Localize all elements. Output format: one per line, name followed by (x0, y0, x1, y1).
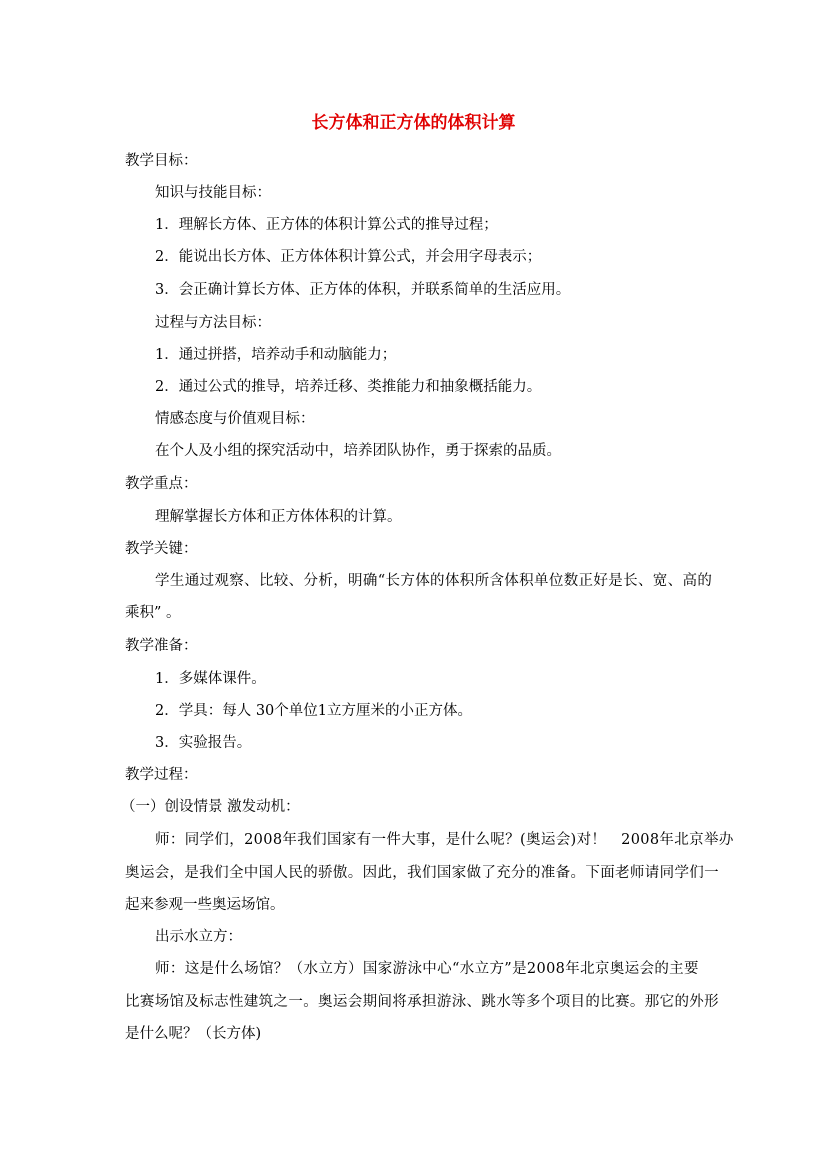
list-item: 2．通过公式的推导，培养迁移、类推能力和抽象概括能力。 (155, 379, 542, 395)
list-item: 1．多媒体课件。 (155, 671, 266, 687)
subheading-attitude-values: 情感态度与价值观目标： (155, 411, 315, 427)
subheading-knowledge-skills: 知识与技能目标： (155, 185, 271, 201)
paragraph-line: 理解掌握长方体和正方体体积的计算。 (155, 509, 402, 525)
list-item: 1．理解长方体、正方体的体积计算公式的推导过程； (155, 217, 498, 233)
paragraph-line: 师：同学们，2008年我们国家有一件大事，是什么呢？(奥运会)对！ 2008年北京举办 (155, 832, 734, 848)
heading-preparation: 教学准备： (125, 638, 198, 654)
list-item: 3．实验报告。 (155, 735, 252, 751)
paragraph-line: 出示水立方： (155, 929, 242, 945)
paragraph-line: 是什么呢？（长方体) (125, 1026, 262, 1042)
list-item: 2．学具：每人 30个单位1立方厘米的小正方体。 (155, 703, 473, 719)
heading-teaching-key: 教学关键： (125, 541, 198, 557)
list-item: 3．会正确计算长方体、正方体的体积，并联系简单的生活应用。 (155, 282, 571, 298)
document-title: 长方体和正方体的体积计算 (311, 113, 516, 133)
subheading-process-methods: 过程与方法目标： (155, 315, 271, 331)
paragraph-line: 师：这是什么场馆？（水立方）国家游泳中心“水立方”是2008年北京奥运会的主要 (155, 961, 699, 977)
list-item: 2．能说出长方体、正方体体积计算公式，并会用字母表示； (155, 249, 542, 265)
paragraph-line: 学生通过观察、比较、分析，明确“长方体的体积所含体积单位数正好是长、宽、高的 (155, 573, 713, 589)
heading-teaching-objectives: 教学目标： (125, 153, 198, 169)
paragraph-line: 在个人及小组的探究活动中，培养团队协作，勇于探索的品质。 (155, 443, 561, 459)
paragraph-line: 起来参观一些奥运场馆。 (125, 897, 285, 913)
list-item: 1．通过拼搭，培养动手和动脑能力； (155, 347, 397, 363)
heading-key-points: 教学重点： (125, 476, 198, 492)
section-heading: （一）创设情景 激发动机： (121, 799, 300, 815)
paragraph-line: 奥运会，是我们全中国人民的骄傲。因此，我们国家做了充分的准备。下面老师请同学们一 (125, 865, 719, 881)
paragraph-line: 比赛场馆及标志性建筑之一。奥运会期间将承担游泳、跳水等多个项目的比赛。那它的外形 (125, 994, 719, 1010)
heading-teaching-process: 教学过程： (125, 767, 198, 783)
paragraph-line: 乘积” 。 (125, 605, 181, 621)
